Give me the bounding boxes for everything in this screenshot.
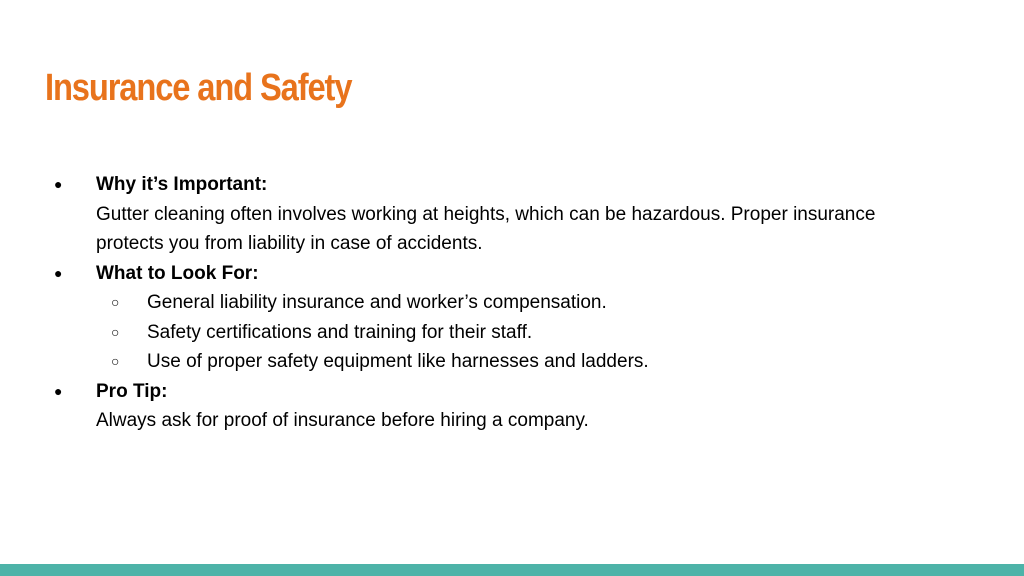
sub-bullet-icon: ○	[111, 294, 120, 310]
sub-bullet-icon: ○	[111, 323, 120, 340]
slide-title: Insurance and Safety	[45, 67, 352, 109]
list-item-tip-heading	[54, 377, 984, 407]
list-item-why-heading	[54, 170, 984, 200]
bullet-icon: ●	[54, 264, 63, 281]
sub-bullet-icon: ○	[111, 353, 120, 369]
tip-body: Always ask for proof of insurance before hiring a company.	[96, 410, 589, 431]
slide-content	[54, 170, 984, 436]
bullet-icon: ●	[54, 382, 63, 399]
sub-list-item-text: Use of proper safety equipment like harnesses and ladders.	[147, 351, 649, 372]
bullet-icon: ●	[54, 176, 63, 192]
sub-list-item-text: Safety certifications and training for their staff.	[147, 321, 533, 343]
sub-list-item	[54, 347, 984, 377]
why-body-line-2: protects you from liability in case of accidents.	[96, 233, 483, 254]
list-item-what-heading	[54, 259, 984, 289]
what-heading: What to Look For:	[96, 262, 259, 284]
why-body-line-1: Gutter cleaning often involves working at heights, which can be hazardous. Proper insurance	[96, 203, 876, 225]
why-heading: Why it’s Important:	[96, 174, 268, 195]
sub-list-item	[54, 318, 984, 348]
sub-list-item	[54, 288, 984, 318]
sub-list-item-text: General liability insurance and worker’s compensation.	[147, 292, 607, 313]
footer-accent-bar	[0, 564, 1024, 576]
tip-heading: Pro Tip:	[96, 380, 168, 402]
